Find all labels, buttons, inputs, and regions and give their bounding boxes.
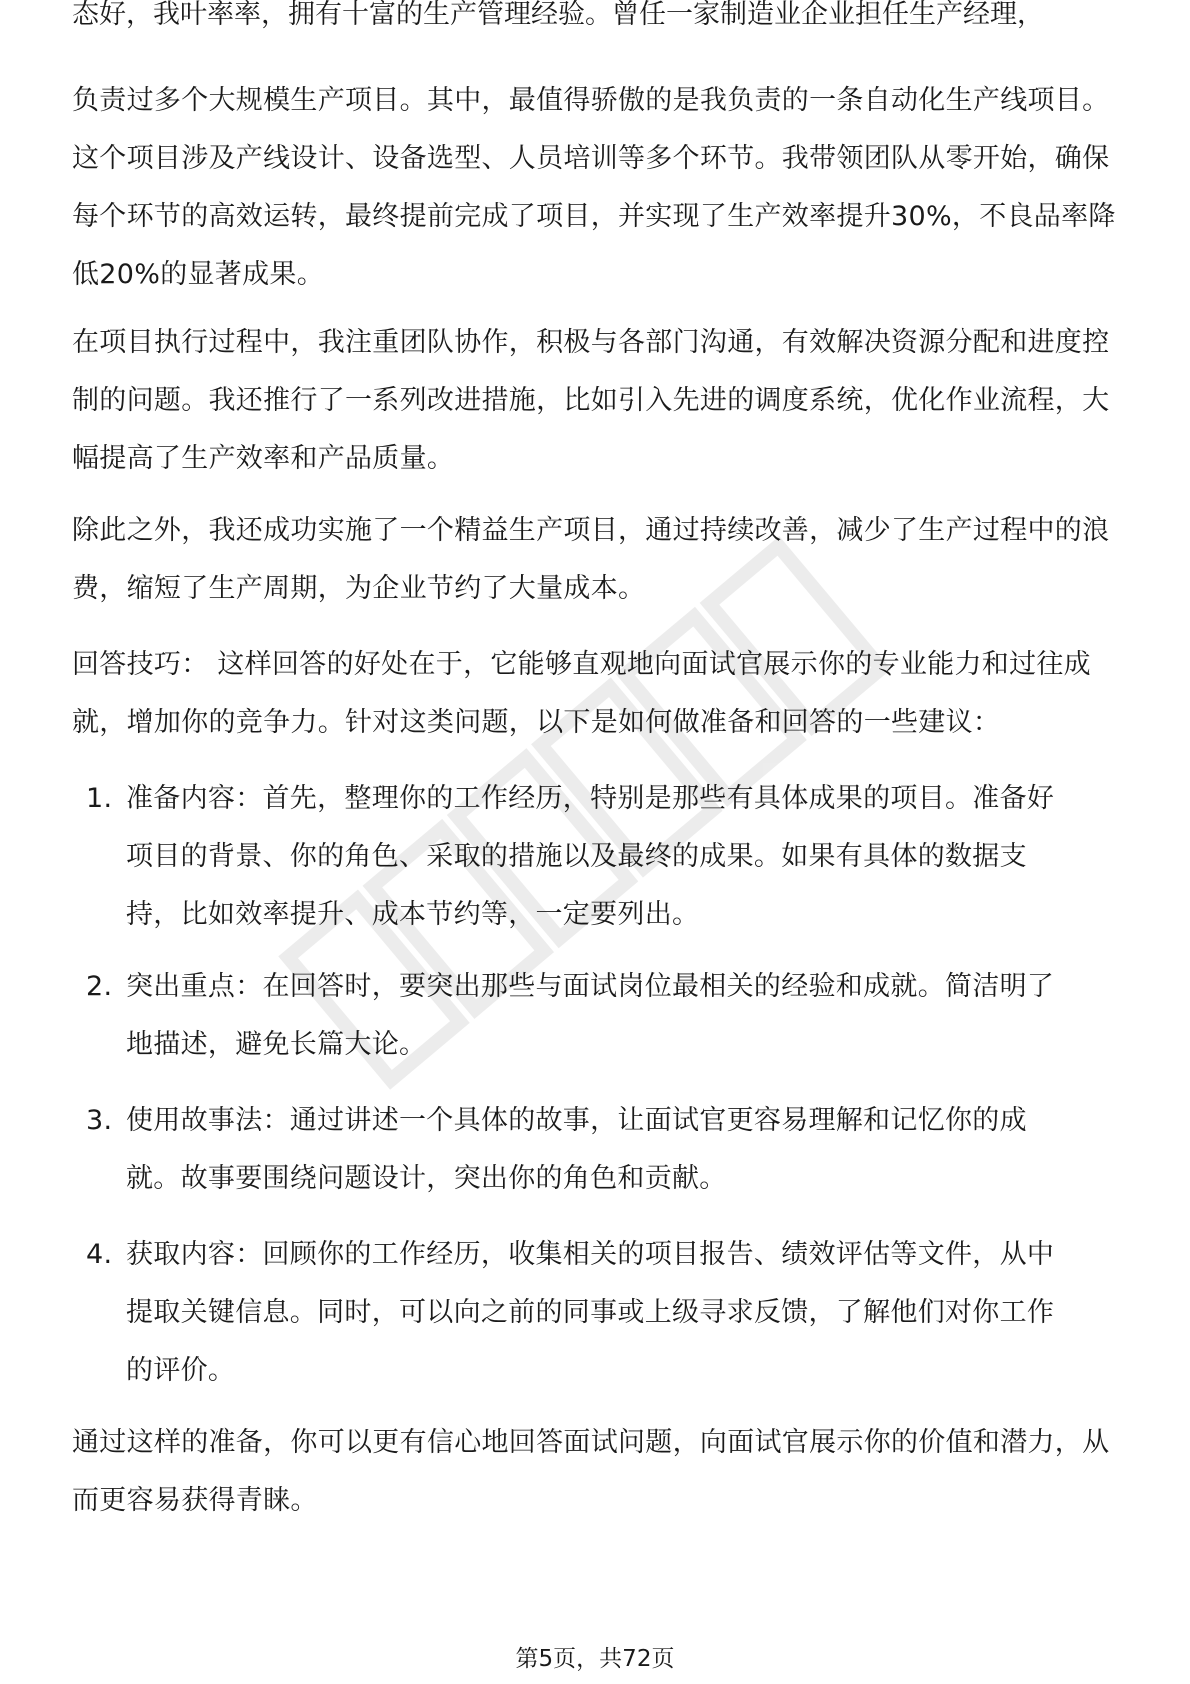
paragraph-answer-tips: 回答技巧： 这样回答的好处在于，它能够直观地向面试官展示你的专业能力和过往成就，增加你的竞争力。针对这类问题，以下是如何做准备和回答的一些建议：: [72, 649, 1091, 738]
list-number: 4.: [86, 1239, 113, 1270]
paragraph-closing: 通过这样的准备，你可以更有信心地回答面试问题，向面试官展示你的价值和潜力，从而更容易获得青睐。: [72, 1427, 1110, 1516]
list-number: 1.: [86, 783, 113, 814]
list-item: [72, 1092, 1122, 1208]
list-number: 2.: [86, 971, 113, 1002]
paragraph-teamwork: 在项目执行过程中，我注重团队协作，积极与各部门沟通，有效解决资源分配和进度控制的问题。我还推行了一系列改进措施，比如引入先进的调度系统，优化作业流程，大幅提高了生产效率和产品质量。: [72, 327, 1110, 474]
list-item: [72, 770, 1122, 944]
list-text: 突出重点：在回答时，要突出那些与面试岗位最相关的经验和成就。简洁明了地描述，避免长篇大论。: [126, 971, 1055, 1060]
list-text: 获取内容：回顾你的工作经历，收集相关的项目报告、绩效评估等文件，从中提取关键信息。同时，可以向之前的同事或上级寻求反馈，了解他们对你工作的评价。: [126, 1239, 1055, 1386]
page-number-footer: 第5页，共72页: [515, 1646, 675, 1672]
list-item: [72, 958, 1122, 1074]
paragraph-lean-production: 除此之外，我还成功实施了一个精益生产项目，通过持续改善，减少了生产过程中的浪费，缩短了生产周期，为企业节约了大量成本。: [72, 515, 1110, 604]
cut-off-text-line: 态好，我叶率率，拥有十富的生产管理经验。曾任一家制造业企业担任生产经理，: [72, 0, 1044, 30]
list-item: [72, 1226, 1122, 1400]
list-number: 3.: [86, 1105, 113, 1136]
paragraph-project-experience: 负责过多个大规模生产项目。其中，最值得骄傲的是我负责的一条自动化生产线项目。这个项目涉及产线设计、设备选型、人员培训等多个环节。我带领团队从零开始，确保每个环节的高效运转，最终提前完成了项目，并实现了生产效率提升30%，不良品率降低20%的显著成果。: [72, 85, 1116, 290]
list-text: 准备内容：首先，整理你的工作经历，特别是那些有具体成果的项目。准备好项目的背景、你的角色、采取的措施以及最终的成果。如果有具体的数据支持，比如效率提升、成本节约等，一定要列出。: [126, 783, 1055, 930]
list-text: 使用故事法：通过讲述一个具体的故事，让面试官更容易理解和记忆你的成就。故事要围绕问题设计，突出你的角色和贡献。: [126, 1105, 1027, 1194]
